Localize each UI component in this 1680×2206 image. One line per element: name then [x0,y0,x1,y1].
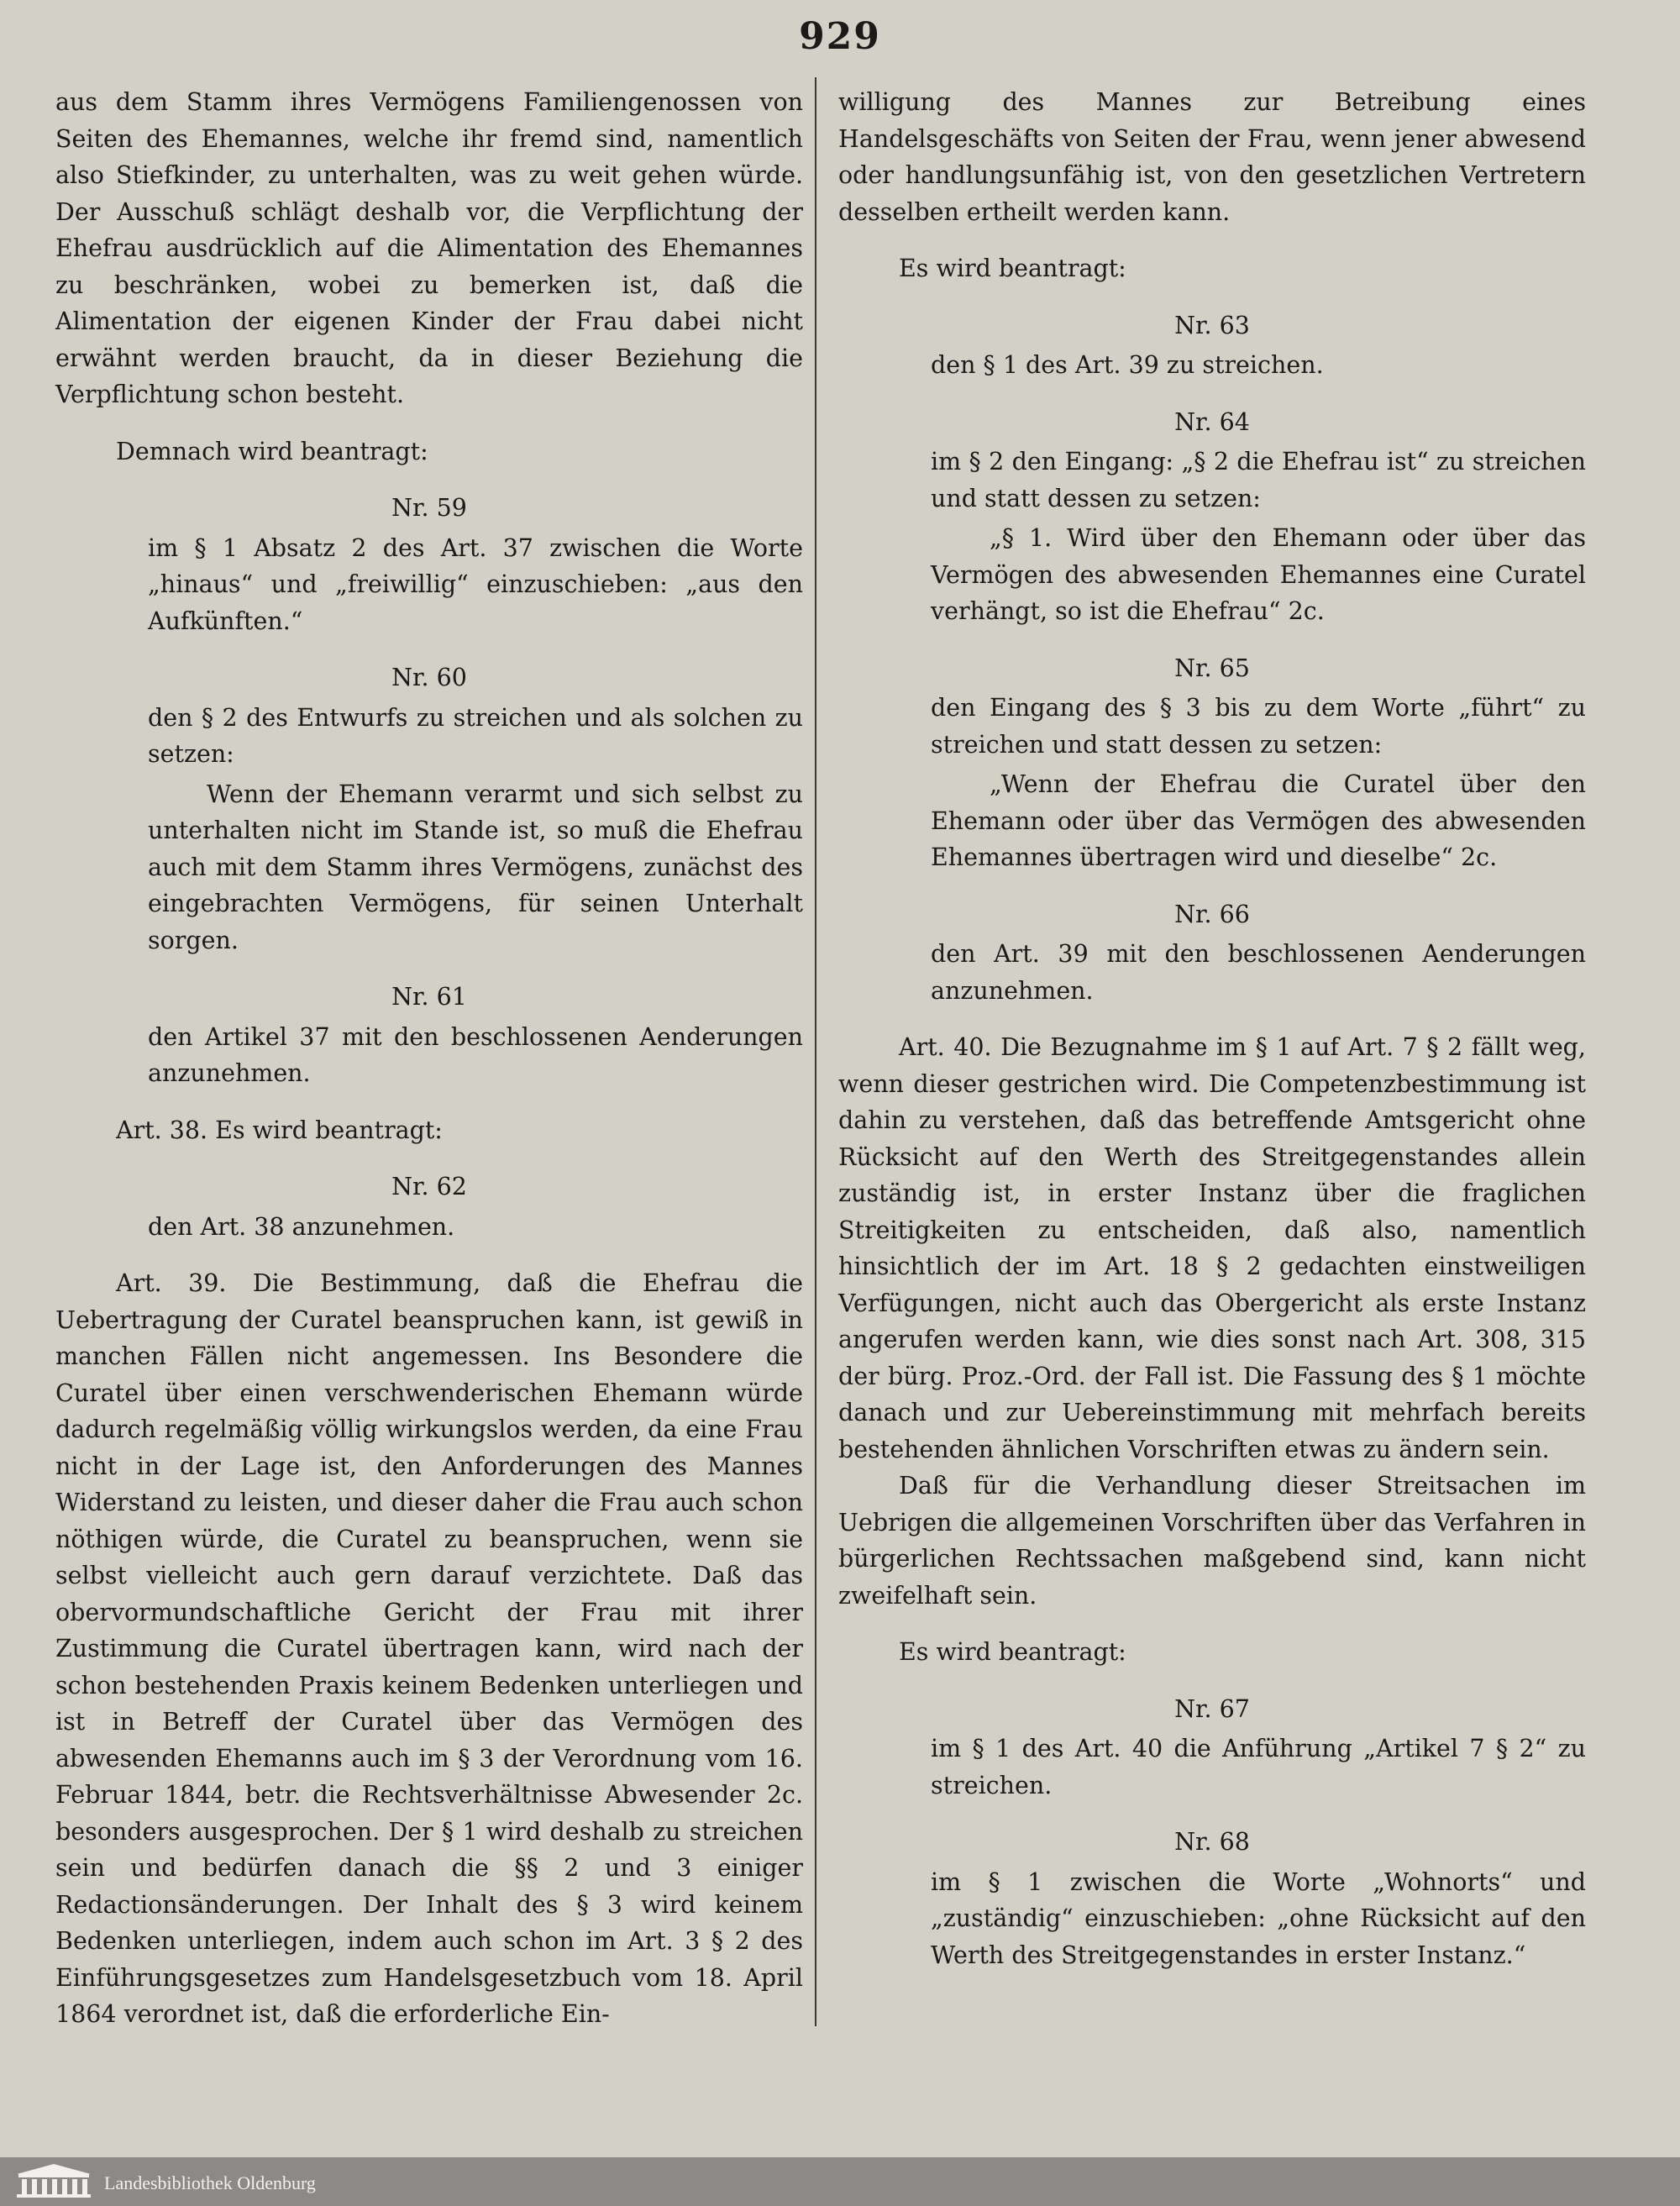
right-column-nr-2: Nr. 63 [1174,311,1250,339]
left-column [55,84,803,2033]
right-column-motion-5: im § 2 den Eingang: „§ 2 die Ehefrau ist“ zu streichen und statt dessen zu setzen: [931,448,1586,512]
right-column-nr-15: Nr. 67 [1174,1694,1250,1723]
left-column-nr-4: Nr. 60 [391,664,467,691]
right-column-quote-9: „Wenn der Ehefrau die Curatel über den Ehemann oder über das Vermögen des abwesenden Ehemannes übertragen wird und dieselbe“ 2c. [931,770,1586,871]
left-column-nr-2: Nr. 59 [391,494,467,522]
footer-bar [0,2157,1680,2206]
right-column-art-12: Art. 40. Die Bezugnahme im § 1 auf Art. 7 § 2 fällt weg, wenn dieser gestrichen wird. Die Competenzbestimmung ist dahin zu verstehen, daß das betreffende Amtsgericht ohne Rücksicht auf den Werth des Streitgegenstandes allein zuständig ist, in erster Instanz über die fraglichen Streitigkeiten zu entscheiden, daß also, namentlich hinsichtlich der im Art. 18 § 2 gedachten einstweiligen Verfügungen, nicht auch das Obergericht als erste Instanz angerufen werden kann, wie dies sonst nach Art. 308, 315 der bürg. Proz.-Ord. der Fall ist. Die Fassung des § 1 möchte danach und zur Uebereinstimmung mit mehrfach bereits bestehenden ähnlichen Vorschriften etwas zu ändern sein. [838,1033,1586,1463]
left-column-motion-3: im § 1 Absatz 2 des Art. 37 zwischen die Worte „hinaus“ und „freiwillig“ einzuschieben: „aus den Aufkünften.“ [148,533,803,635]
left-column-intro-1: Demnach wird beantragt: [116,437,428,465]
right-column-nr-17: Nr. 68 [1174,1828,1250,1856]
left-column-motion-11: den Art. 38 anzunehmen. [148,1212,455,1241]
left-column-motion-5: den § 2 des Entwurfs zu streichen und als solchen zu setzen: [148,703,803,768]
right-column-nr-10: Nr. 66 [1174,900,1250,928]
right-column-motion-16: im § 1 des Art. 40 die Anführung „Artikel 7 § 2“ zu streichen. [931,1735,1586,1799]
column-divider [815,77,816,2026]
right-column-motion-3: den § 1 des Art. 39 zu streichen. [931,351,1324,379]
library-building-icon [13,2162,94,2199]
library-name: Landesbibliothek Oldenburg [104,2172,316,2193]
right-column-intro-14: Es wird beantragt: [899,1638,1126,1666]
right-column [838,84,1586,1977]
left-column-quote-6: Wenn der Ehemann verarmt und sich selbst zu unterhalten nicht im Stande ist, so muß die Ehefrau auch mit dem Stamm ihres Vermögens, zunächst des eingebrachten Vermögens, für seinen Unterhalt sorgen. [148,780,803,954]
right-column-para-0: willigung des Mannes zur Betreibung eines Handelsgeschäfts von Seiten der Frau, wenn jener abwesend oder handlungsunfähig ist, von den gesetzlichen Vertretern desselben ertheilt werden kann. [838,88,1586,226]
left-column-nr-10: Nr. 62 [391,1173,467,1200]
right-column-motion-8: den Eingang des § 3 bis zu dem Worte „führt“ zu streichen und statt dessen zu setzen: [931,694,1586,759]
left-column-art-12: Art. 39. Die Bestimmung, daß die Ehefrau die Uebertragung der Curatel beanspruchen kann, ist gewiß in manchen Fällen nicht angemessen. Ins Besondere die Curatel über einen verschwenderischen Ehemann würde dadurch regelmäßig völlig wirkungslos werden, da eine Frau nicht in der Lage ist, den Anforderungen des Mannes Widerstand zu leisten, und dieser daher die Frau auch schon nöthigen würde, die Curatel zu beanspruchen, wenn sie selbst vielleicht auch gern darauf verzichtete. Daß das obervormundschaftliche Gericht der Frau mit ihrer Zustimmung die Curatel übertragen kann, wird nach der schon bestehenden Praxis keinem Bedenken unterliegen und ist in Betreff der Curatel über das Vermögen des abwesenden Ehemanns auch im § 3 der Verordnung vom 16. Februar 1844, betr. die Rechtsverhältnisse Abwesender 2c. besonders ausgesprochen. Der § 1 wird deshalb zu streichen sein und bedürfen danach die §§ 2 und 3 einiger Redactionsänderungen. Der Inhalt des § 3 wird keinem Bedenken unterliegen, indem auch schon im Art. 3 § 2 des Einführungsgesetzes zum Handelsgesetzbuch vom 18. April 1864 verordnet ist, daß die erforderliche Ein- [55,1269,803,2028]
right-column-nr-7: Nr. 65 [1174,654,1250,682]
page-number: 929 [799,15,881,58]
right-column-quote-6: „§ 1. Wird über den Ehemann oder über das Vermögen des abwesenden Ehemannes eine Curatel verhängt, so ist die Ehefrau“ 2c. [931,524,1586,625]
left-column-motion-8: den Artikel 37 mit den beschlossenen Aenderungen anzunehmen. [148,1022,803,1087]
right-column-intro-1: Es wird beantragt: [899,255,1126,282]
left-column-nr-7: Nr. 61 [391,983,467,1011]
left-column-intro-9: Art. 38. Es wird beantragt: [116,1116,443,1144]
right-column-nr-4: Nr. 64 [1174,407,1250,436]
right-column-motion-11: den Art. 39 mit den beschlossenen Aenderungen anzunehmen. [931,940,1586,1005]
right-column-motion-18: im § 1 zwischen die Worte „Wohnorts“ und „zuständig“ einzuschieben: „ohne Rücksicht auf den Werth des Streitgegenstandes in erster Instanz.“ [931,1867,1586,1969]
left-column-para-0: aus dem Stamm ihres Vermögens Familiengenossen von Seiten des Ehemannes, welche ihr fremd sind, namentlich also Stiefkinder, zu unterhalten, was zu weit gehen würde. Der Ausschuß schlägt deshalb vor, die Verpflichtung der Ehefrau ausdrücklich auf die Alimentation des Ehemannes zu beschränken, wobei zu bemerken ist, daß die Alimentation der eigenen Kinder der Frau dabei nicht erwähnt werden braucht, da in dieser Beziehung die Verpflichtung schon besteht. [55,88,803,408]
right-column-indent-13: Daß für die Verhandlung dieser Streitsachen im Uebrigen die allgemeinen Vorschriften über das Verfahren in bürgerlichen Rechtssachen maßgebend sind, kann nicht zweifelhaft sein. [838,1472,1586,1610]
